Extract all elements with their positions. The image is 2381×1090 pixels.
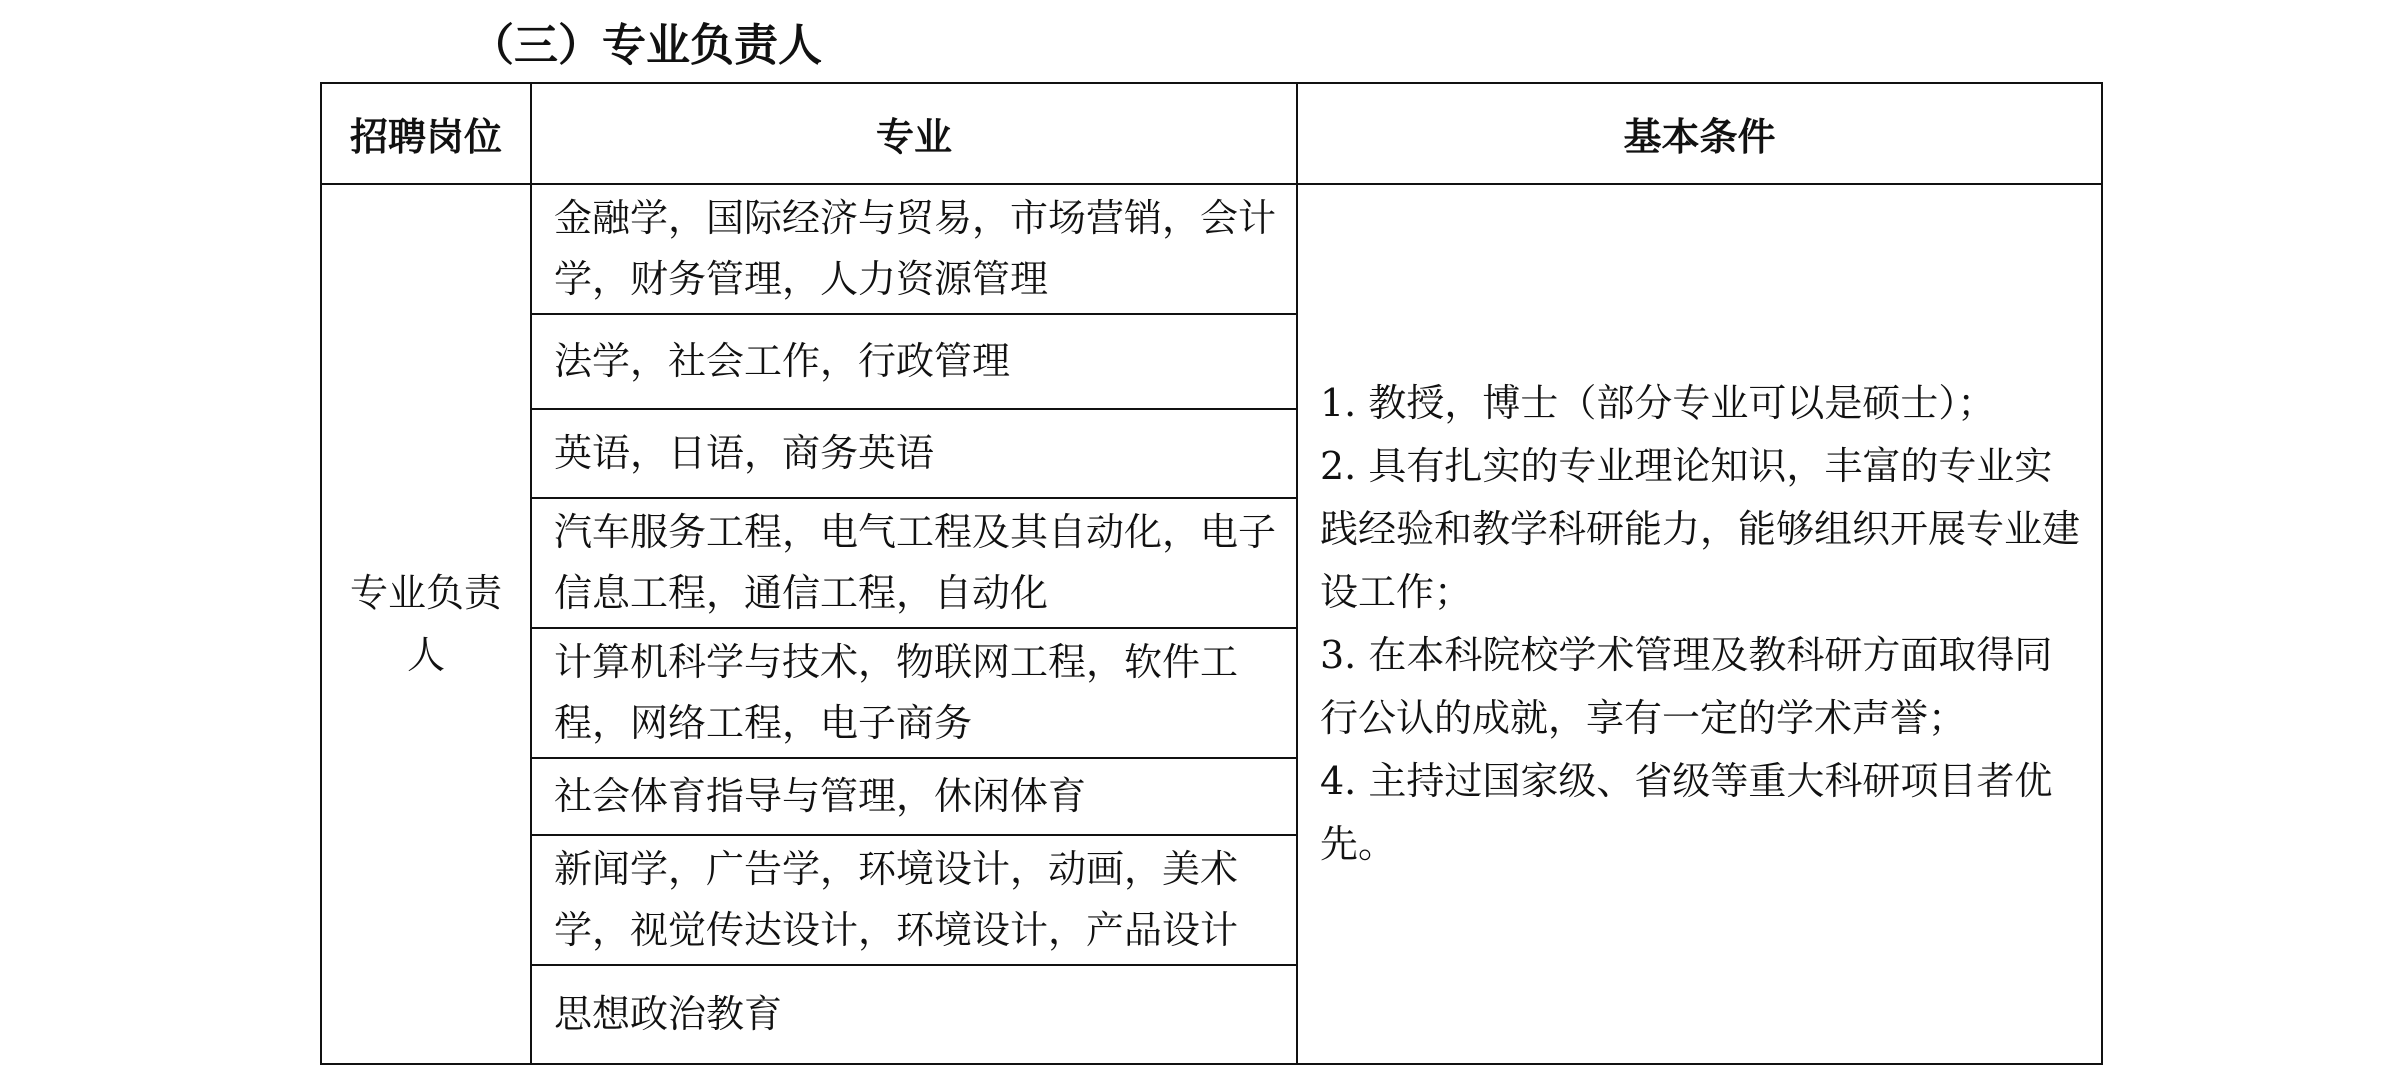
condition-item-2: 2. 具有扎实的专业理论知识，丰富的专业实践经验和教学科研能力，能够组织开展专业建设工作； xyxy=(1320,444,2081,615)
major-cell-language: 英语，日语，商务英语 xyxy=(531,409,1297,498)
post-cell: 专业负责人 xyxy=(321,184,531,1064)
major-cell-law: 法学，社会工作，行政管理 xyxy=(531,314,1297,409)
section-title: （三）专业负责人 xyxy=(470,20,822,71)
table-header-row xyxy=(321,83,2102,184)
recruitment-table xyxy=(320,82,2103,1065)
major-cell-politics: 思想政治教育 xyxy=(531,965,1297,1064)
major-cell-sports: 社会体育指导与管理，休闲体育 xyxy=(531,758,1297,834)
header-conditions: 基本条件 xyxy=(1297,83,2102,184)
header-post: 招聘岗位 xyxy=(321,83,531,184)
major-cell-computer: 计算机科学与技术，物联网工程，软件工程，网络工程，电子商务 xyxy=(531,628,1297,758)
condition-item-1: 1. 教授，博士（部分专业可以是硕士）； xyxy=(1320,381,1996,426)
table-row xyxy=(321,184,2102,314)
major-cell-finance: 金融学，国际经济与贸易，市场营销，会计学，财务管理，人力资源管理 xyxy=(531,184,1297,314)
header-major: 专业 xyxy=(531,83,1297,184)
major-cell-art: 新闻学，广告学，环境设计，动画，美术学，视觉传达设计，环境设计，产品设计 xyxy=(531,835,1297,965)
condition-item-3: 3. 在本科院校学术管理及教科研方面取得同行公认的成就，享有一定的学术声誉； xyxy=(1320,633,2053,741)
recruitment-table-container xyxy=(320,82,2101,1065)
major-cell-engineering: 汽车服务工程，电气工程及其自动化，电子信息工程，通信工程，自动化 xyxy=(531,498,1297,628)
conditions-cell xyxy=(1297,184,2102,1064)
condition-item-4: 4. 主持过国家级、省级等重大科研项目者优先。 xyxy=(1320,759,2053,867)
